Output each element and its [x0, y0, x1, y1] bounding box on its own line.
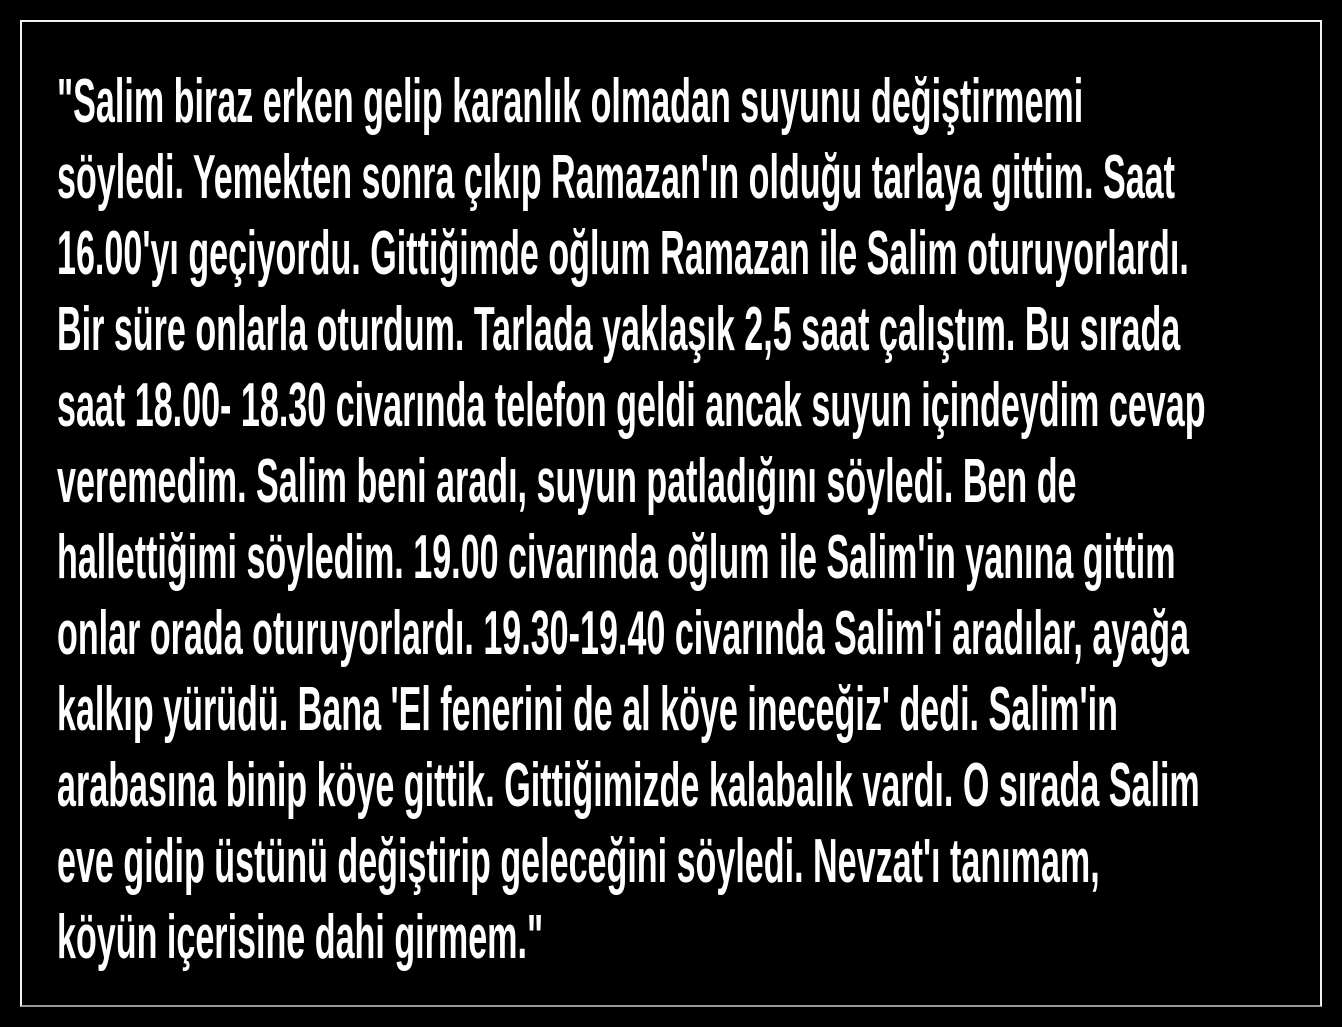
- quote-line: veremedim. Salim beni aradı, suyun patladığını söyledi. Ben de: [57, 447, 1077, 516]
- quote-line: köyün içerisine dahi girmem.": [57, 903, 544, 972]
- quote-line: onlar orada oturuyorlardı. 19.30-19.40 civarında Salim'i aradılar, ayağa: [57, 599, 1190, 668]
- quote-line: 16.00'yı geçiyordu. Gittiğimde oğlum Ramazan ile Salim oturuyorlardı.: [57, 219, 1189, 288]
- quote-line: arabasına binip köye gittik. Gittiğimizde kalabalık vardı. O sırada Salim: [57, 751, 1200, 820]
- quote-line: Bir süre onlarla oturdum. Tarlada yaklaşık 2,5 saat çalıştım. Bu sırada: [57, 295, 1181, 364]
- quote-line: hallettiğimi söyledim. 19.00 civarında oğlum ile Salim'in yanına gittim: [57, 523, 1176, 592]
- quote-line: "Salim biraz erken gelip karanlık olmadan suyunu değiştirmemi: [57, 67, 1084, 136]
- quote-text-block: [57, 64, 1312, 976]
- quote-line: söyledi. Yemekten sonra çıkıp Ramazan'ın olduğu tarlaya gittim. Saat: [57, 143, 1175, 212]
- quote-line: kalkıp yürüdü. Bana 'El fenerini de al köye ineceğiz' dedi. Salim'in: [57, 675, 1118, 744]
- quote-line: saat 18.00- 18.30 civarında telefon geldi ancak suyun içindeydim cevap: [57, 371, 1206, 440]
- quote-line: eve gidip üstünü değiştirip geleceğini söyledi. Nevzat'ı tanımam,: [57, 827, 1100, 896]
